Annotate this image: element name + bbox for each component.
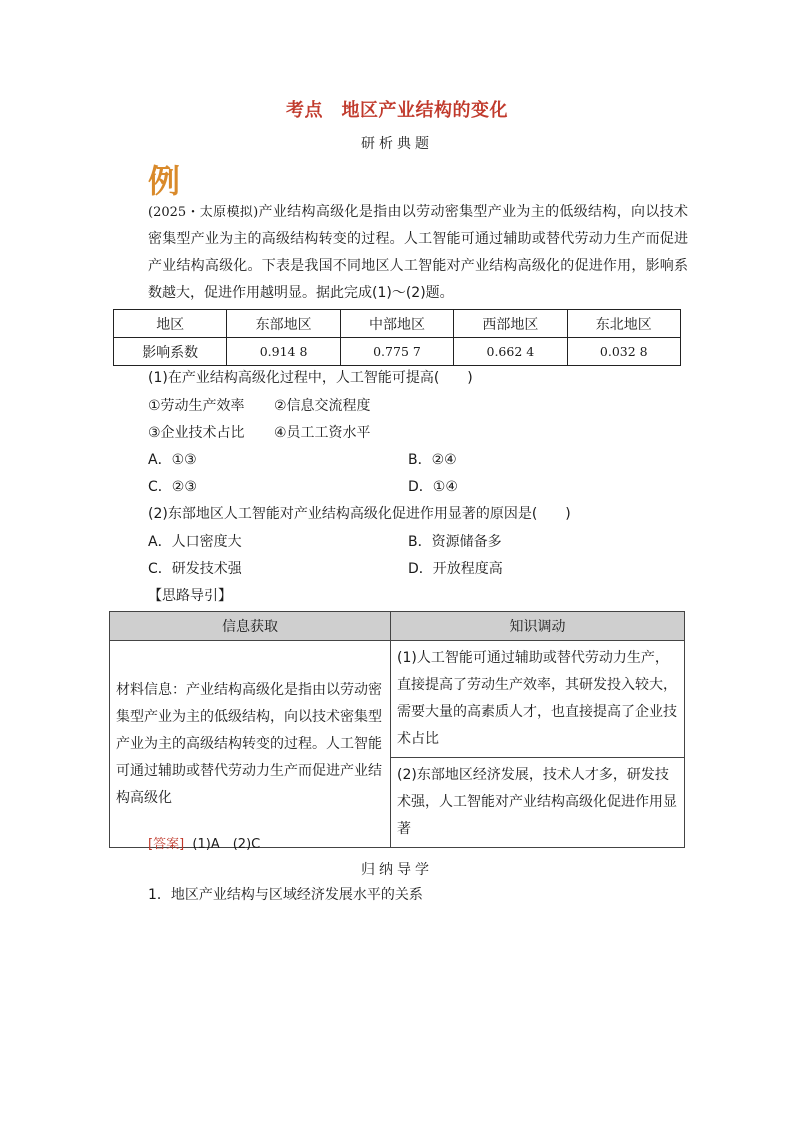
- guide-table: [109, 611, 685, 848]
- section-heading: 研析典题: [361, 136, 433, 152]
- q1-stem: (1)在产业结构高级化过程中，人工智能可提高( ): [148, 370, 473, 386]
- q2-option-d: D．开放程度高: [408, 561, 503, 577]
- answer-text: (1)A (2)C: [192, 837, 261, 852]
- example-mark: 例: [148, 162, 181, 200]
- q1-item: ②信息交流程度: [274, 398, 371, 414]
- question-text: 产业结构高级化是指由以劳动密集型产业为主的低级结构，向以技术密集型产业为主的高级结构转变的过程。人工智能可通过辅助或替代劳动力生产而促进产业结构高级化。下表是我国不同地区人工智能对产业结构高级化的促进作用，影响系数越大，促进作用越明显。据此完成(1)～(2)题。: [148, 204, 689, 301]
- table-cell: 0.662 4: [454, 338, 567, 366]
- guide-knowledge-cell: (2)东部地区经济发展，技术人才多，研发技术强，人工智能对产业结构高级化促进作用显著: [391, 758, 685, 848]
- question-stem: [148, 199, 688, 307]
- table-header-cell: 地区: [114, 310, 227, 338]
- table-cell: 0.032 8: [567, 338, 680, 366]
- table-header-cell: 信息获取: [110, 612, 391, 641]
- q2-stem: (2)东部地区人工智能对产业结构高级化促进作用显著的原因是( ): [148, 506, 571, 522]
- table-row: [114, 310, 681, 338]
- table-cell: 影响系数: [114, 338, 227, 366]
- guide-heading: 【思路导引】: [148, 588, 232, 604]
- table-header-cell: 西部地区: [454, 310, 567, 338]
- data-table: [113, 309, 681, 366]
- page-title: 考点 地区产业结构的变化: [286, 100, 508, 121]
- answer-line: [148, 833, 260, 852]
- q1-option-b: B．②④: [408, 452, 457, 468]
- q1-option-c: C．②③: [148, 479, 197, 495]
- q1-option-a: A．①③: [148, 452, 197, 468]
- table-cell: 0.914 8: [227, 338, 340, 366]
- section-heading-2: 归纳导学: [361, 862, 433, 878]
- table-row: [110, 641, 685, 758]
- table-header-cell: 中部地区: [340, 310, 453, 338]
- q2-option-c: C．研发技术强: [148, 561, 242, 577]
- question-source: (2025・太原模拟): [148, 205, 259, 220]
- guide-info-cell: 材料信息：产业结构高级化是指由以劳动密集型产业为主的低级结构，向以技术密集型产业为主的高级结构转变的过程。人工智能可通过辅助或替代劳动力生产而促进产业结构高级化: [110, 641, 391, 848]
- q1-item: ③企业技术占比: [148, 425, 245, 441]
- q2-option-a: A．人口密度大: [148, 534, 242, 550]
- guide-knowledge-cell: (1)人工智能可通过辅助或替代劳动力生产，直接提高了劳动生产效率，其研发投入较大，需要大量的高素质人才，也直接提高了企业技术占比: [391, 641, 685, 758]
- table-header-cell: 知识调动: [391, 612, 685, 641]
- q1-item: ④员工工资水平: [274, 425, 371, 441]
- table-cell: 0.775 7: [340, 338, 453, 366]
- section-item: 1．地区产业结构与区域经济发展水平的关系: [148, 887, 423, 903]
- table-row: [110, 612, 685, 641]
- q1-item: ①劳动生产效率: [148, 398, 245, 414]
- q2-option-b: B．资源储备多: [408, 534, 502, 550]
- table-header-cell: 东部地区: [227, 310, 340, 338]
- table-header-cell: 东北地区: [567, 310, 680, 338]
- q1-option-d: D．①④: [408, 479, 458, 495]
- answer-label: [答案]: [148, 837, 185, 852]
- table-row: [114, 338, 681, 366]
